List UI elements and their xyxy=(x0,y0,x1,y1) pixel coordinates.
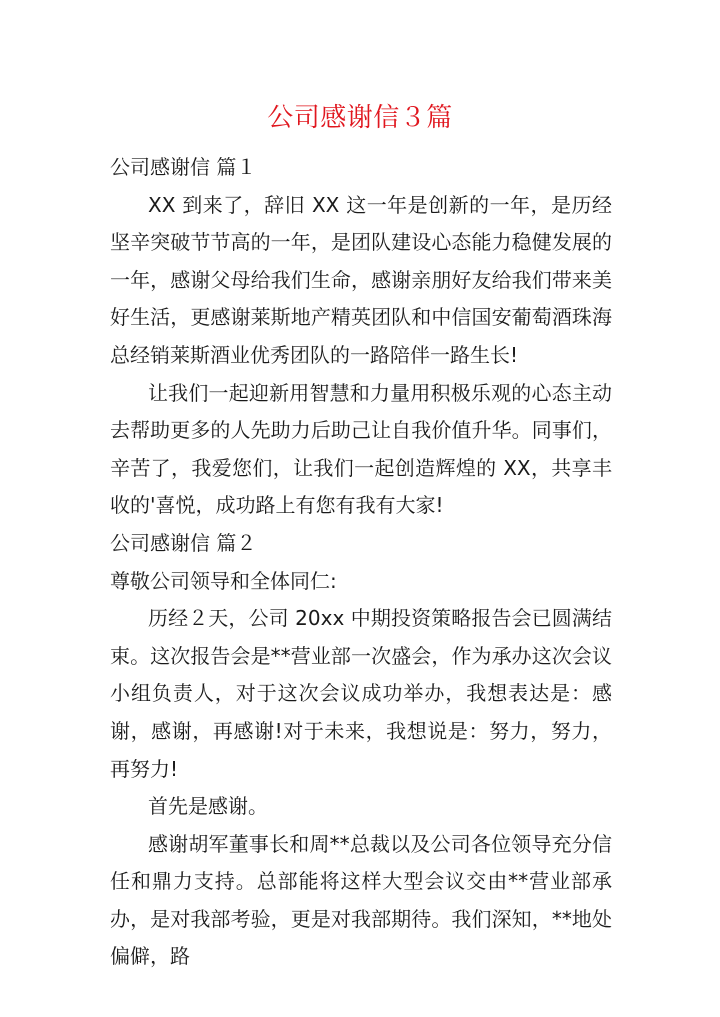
section-1-heading: 公司感谢信 篇１ xyxy=(110,155,257,179)
section-2-paragraph-2: 首先是感谢。 xyxy=(148,794,268,819)
section-1-paragraph-2: 让我们一起迎新用智慧和力量用积极乐观的心态主动去帮助更多的人先助力后助己让自我价值升华。同事们，辛苦了，我爱您们，让我们一起创造辉煌的 XX，共享丰收的'喜悦，成功路上有您有我有大家! xyxy=(110,380,612,518)
section-2-paragraph-3: 感谢胡军董事长和周**总裁以及公司各位领导充分信任和鼎力支持。总部能将这样大型会议交由**营业部承办，是对我部考验，更是对我部期待。我们深知，**地处偏僻，路 xyxy=(110,831,612,969)
section-2-salutation: 尊敬公司领导和全体同仁: xyxy=(110,568,337,593)
document-body xyxy=(110,149,612,976)
section-2-heading: 公司感谢信 篇２ xyxy=(110,530,257,555)
section-1-paragraph-1: XX 到来了，辞旧 XX 这一年是创新的一年，是历经坚辛突破节节高的一年，是团队建设心态能力稳健发展的一年，感谢父母给我们生命，感谢亲朋好友给我们带来美好生活，更感谢莱斯地产精英团队和中信国安葡萄酒珠海总经销莱斯酒业优秀团队的一路陪伴一路生长! xyxy=(110,192,612,367)
document-title: 公司感谢信３篇 xyxy=(267,103,453,133)
section-2-paragraph-1: 历经２天，公司 20xx 中期投资策略报告会已圆满结束。这次报告会是**营业部一次盛会，作为承办这次会议小组负责人，对于这次会议成功举办，我想表达是：感谢，感谢，再感谢!对于未来，我想说是：努力，努力，再努力! xyxy=(110,606,612,781)
